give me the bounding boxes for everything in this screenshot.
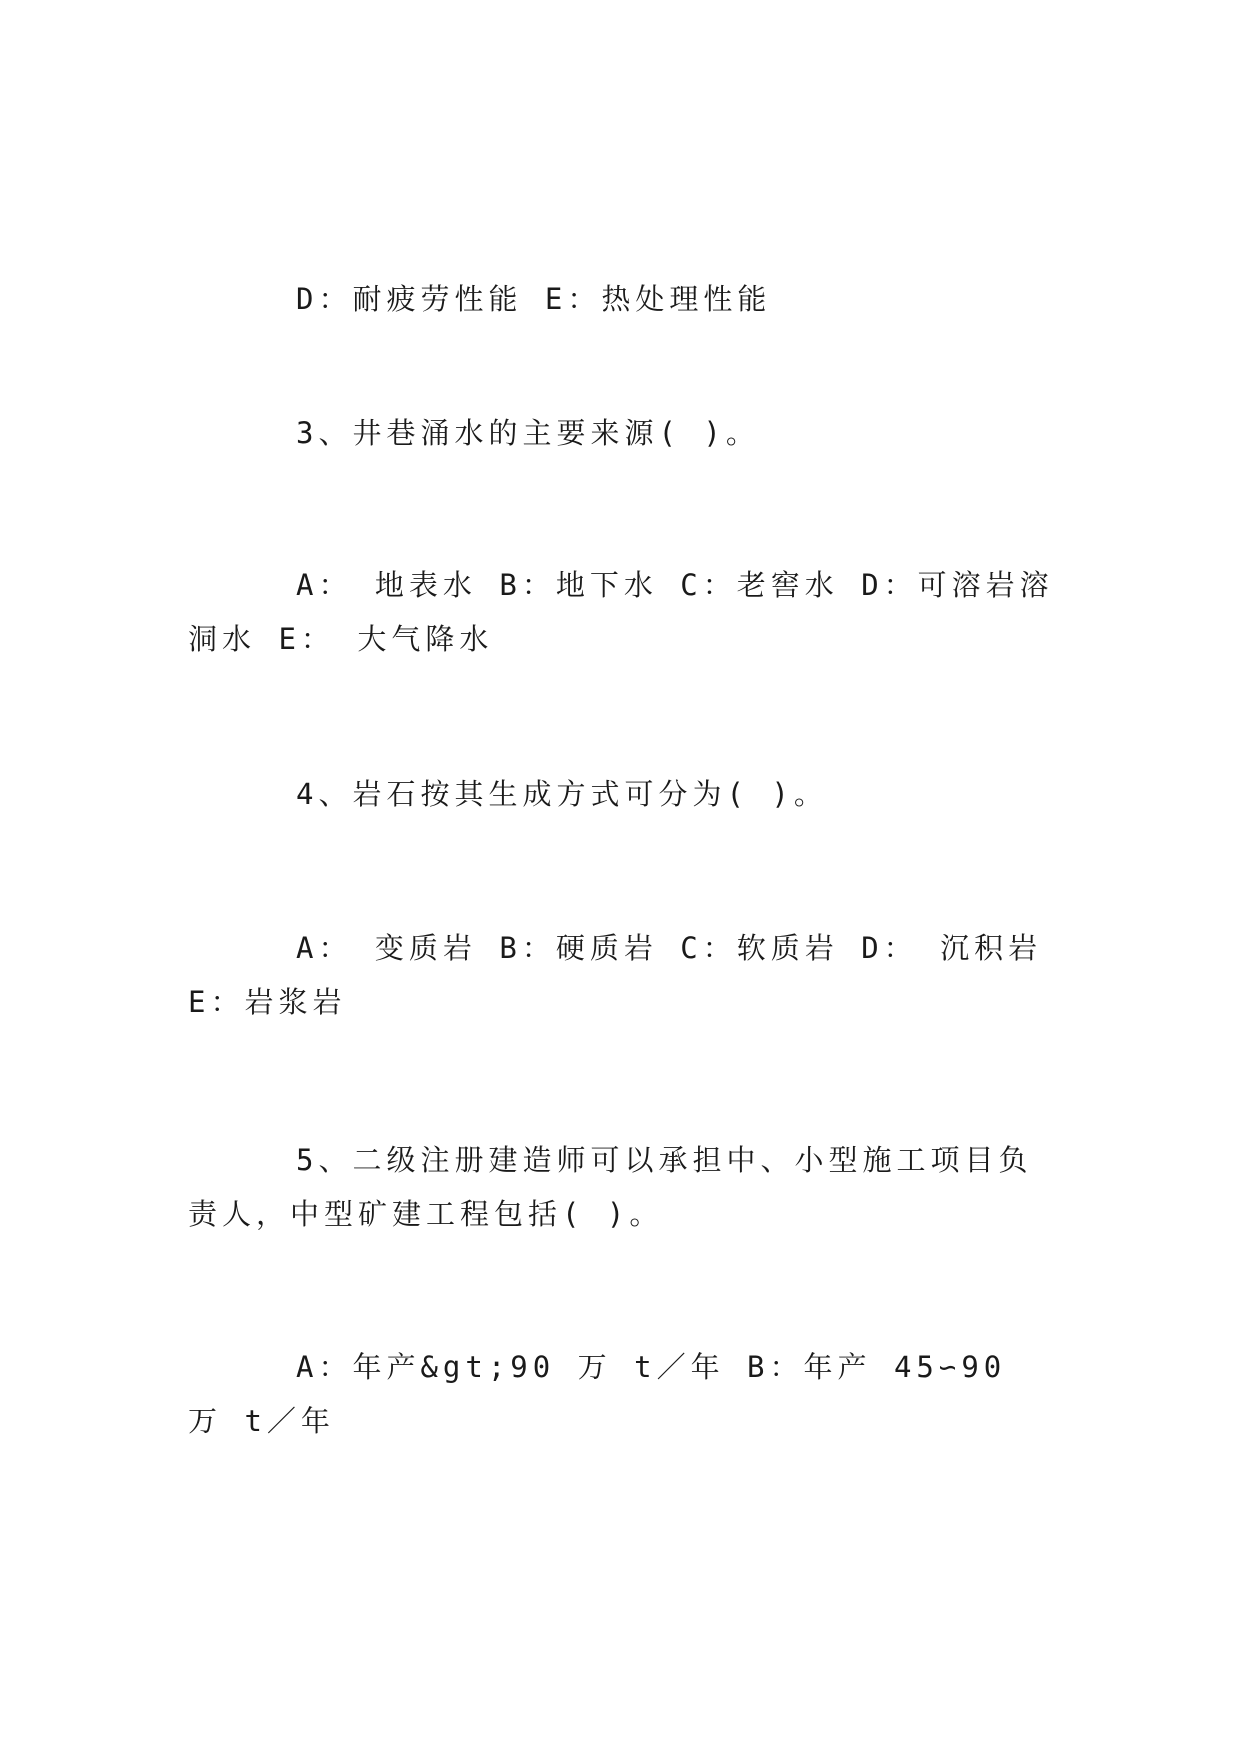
question-4: 4、岩石按其生成方式可分为( )。 [296, 777, 828, 811]
question-5: 5、二级注册建造师可以承担中、小型施工项目负责人，中型矿建工程包括( )。 [188, 1143, 1033, 1231]
question-3-options: A： 地表水 B：地下水 C：老窖水 D：可溶岩溶洞水 E： 大气降水 [188, 568, 1054, 656]
question-3: 3、井巷涌水的主要来源( )。 [296, 416, 760, 450]
question-5-options: A：年产&gt;90 万 t／年 B：年产 45∽90 万 t／年 [188, 1350, 1029, 1438]
option-line-d-e: D：耐疲劳性能 E：热处理性能 [296, 282, 772, 316]
question-4-options: A： 变质岩 B：硬质岩 C：软质岩 D： 沉积岩 E：岩浆岩 [188, 931, 1065, 1019]
